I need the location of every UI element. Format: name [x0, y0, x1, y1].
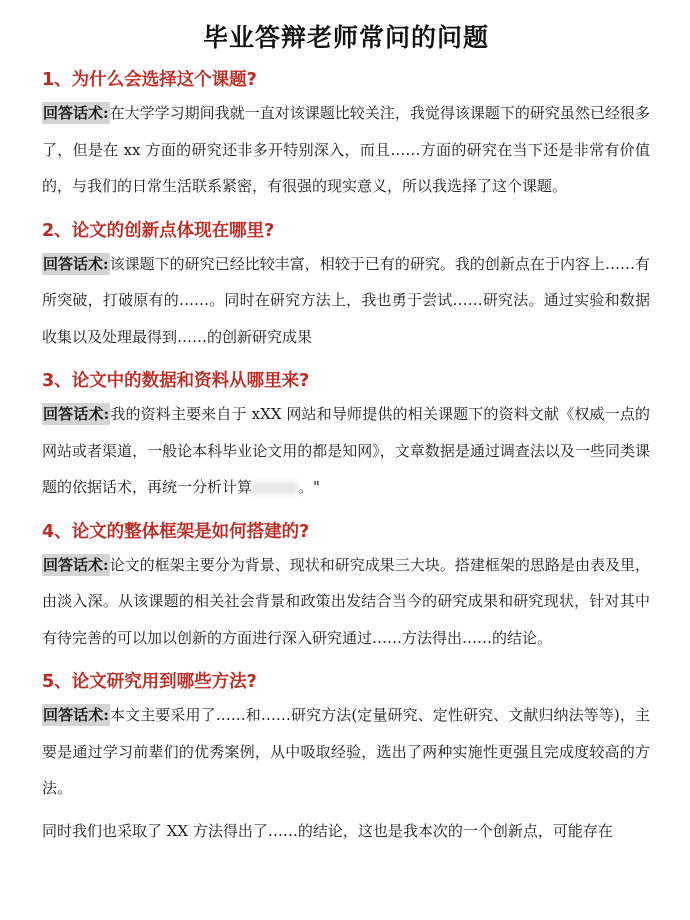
extra-paragraph: 同时我们也采取了 XX 方法得出了……的结论，这也是我本次的一个创新点，可能存在 [42, 821, 613, 840]
answer-paragraph [42, 396, 650, 506]
answer-label: 回答话术: [43, 706, 109, 724]
answer-paragraph [42, 547, 650, 657]
answer-tail: 。" [298, 478, 320, 496]
section-5 [42, 668, 650, 849]
answer-label: 回答话术: [43, 555, 109, 574]
blurred-watermark [252, 482, 298, 494]
answer-label: 回答话术: [43, 405, 110, 423]
answer-text: 我的资料主要来自于 xXX 网站和导师提供的相关课题下的资料文献《权威一点的网站或者渠道，一般论本科毕业论文用的都是知网》，文章数据是通过调查法以及一些同类课题的依据话术，再统一分析计算 [42, 405, 650, 496]
section-1 [42, 66, 650, 205]
page-title: 毕业答辩老师常问的问题 [202, 23, 489, 52]
section-2 [42, 217, 650, 356]
section-3 [42, 367, 650, 506]
question-heading: 5、论文研究用到哪些方法? [42, 672, 257, 692]
answer-paragraph [42, 95, 650, 205]
answer-text: 本文主要采用了……和……研究方法(定量研究、定性研究、文献归纳法等等)，主要是通过学习前辈们的优秀案例，从中吸取经验，选出了两种实施性更强且完成度较高的方法。 [42, 706, 650, 797]
answer-label: 回答话术: [43, 104, 109, 122]
question-heading: 2、论文的创新点体现在哪里? [42, 220, 275, 241]
question-heading: 4、论文的整体框架是如何搭建的? [42, 521, 310, 542]
question-heading: 1、为什么会选择这个课题? [42, 70, 257, 90]
answer-text: 在大学学习期间我就一直对该课题比较关注，我觉得该课题下的研究虽然已经很多了，但是在 xx 方面的研究还非多开特别深入，而且……方面的研究在当下还是非常有价值的，与我们的日常生活联系紧密，有很强的现实意义，所以我选择了这个课题。 [42, 104, 650, 195]
answer-text: 该课题下的研究已经比较丰富，相较于已有的研究。我的创新点在于内容上……有所突破，打破原有的……。同时在研究方法上，我也勇于尝试……研究法。通过实验和数据收集以及处理最得到……的创新研究成果 [42, 254, 650, 346]
answer-text: 论文的框架主要分为背景、现状和研究成果三大块。搭建框架的思路是由表及里，由淡入深。从该课题的相关社会背景和政策出发结合当今的研究成果和研究现状，针对其中有待完善的可以加以创新的方面进行深入研究通过……方法得出……的结论。 [42, 555, 650, 647]
answer-paragraph [42, 697, 650, 807]
section-4 [42, 518, 650, 657]
answer-paragraph [42, 246, 650, 356]
answer-label: 回答话术: [43, 254, 109, 273]
question-heading: 3、论文中的数据和资料从哪里来? [42, 371, 310, 391]
